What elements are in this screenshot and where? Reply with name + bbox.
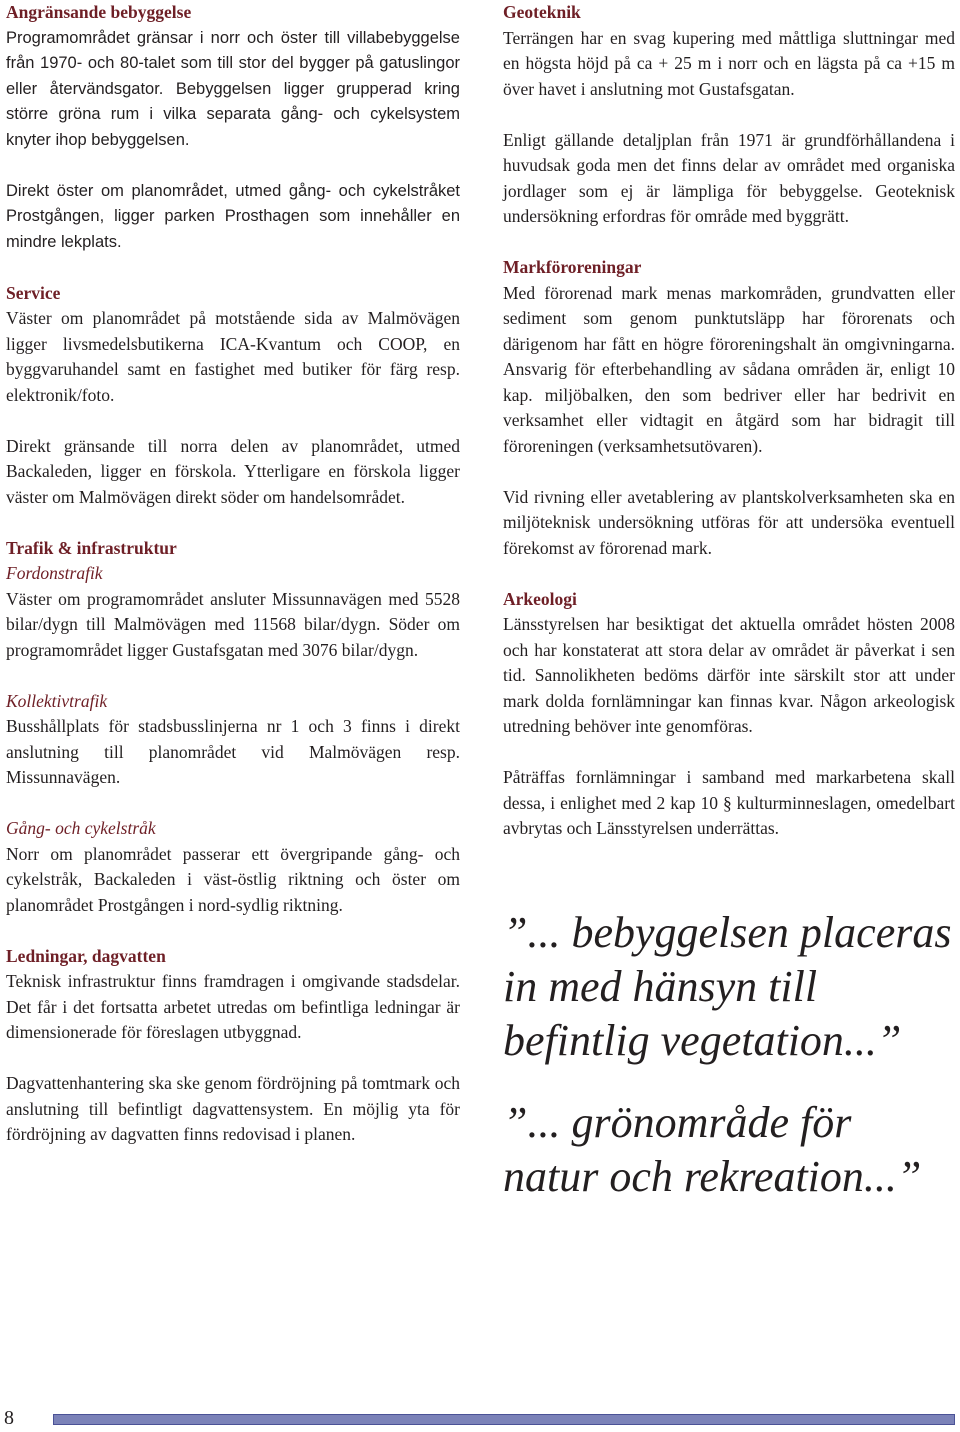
pull-quote-rekreation: ”... grönområde för natur och rekreation...” (503, 1097, 922, 1201)
paragraph-arkeologi-2: Påträffas fornlämningar i samband med markarbetena skall dessa, i enlighet med 2 kap 10 § kulturminneslagen, omedelbart avbrytas och Länsstyrelsen underrättas. (503, 767, 955, 838)
page-number: 8 (4, 1407, 14, 1429)
paragraph-fordonstrafik: Väster om programområdet ansluter Missunnavägen med 5528 bilar/dygn till Malmövägen med 11568 bilar/dygn. Söder om programområdet ligger Gustafsgatan med 3076 bilar/dygn. (6, 588, 460, 660)
heading-trafik: Trafik & infrastruktur (6, 537, 177, 558)
paragraph-geoteknik-2: Enligt gällande detaljplan från 1971 är grundförhållandena i huvudsak goda men det finns delar av området med organiska jordlager som ej är lämpliga för bebyggelse. Geoteknisk undersökning erfordras för område med byggrätt. (503, 129, 955, 226)
paragraph-ledningar-1: Teknisk infrastruktur finns framdragen i omgivande stadsdelar. Det får i det fortsatta arbetet utredas om befintliga ledningar är dimensionerade för föreslagen utbyggnad. (6, 971, 460, 1042)
subheading-fordonstrafik: Fordonstrafik (6, 563, 103, 583)
paragraph-markfororeningar-1: Med förorenad mark menas markområden, grundvatten eller sediment som genom punktutsläpp har förorenats och därigenom har fått en högre föroreningshalt än omgivningarna. Ansvarig för efterbehandling av sådana områden är, enligt 10 kap. miljöbalken, den som bedriver eller har bedrivit en verksamhet eller vidtagit en åtgärd som har bidragit till föroreningen (verksamhetsutövaren). (503, 282, 955, 456)
left-column (6, 0, 460, 1148)
paragraph-angransande-1: Programområdet gränsar i norr och öster till villabebyggelse från 1970- och 80-talet som till stor del bygger på gatuslingor eller återvändsgator. Bebyggelsen ligger grupperad kring större gröna rum i vilka separata gång- och cykelsystem knyter ihop bebyggelsen. (6, 28, 460, 149)
paragraph-markfororeningar-2: Vid rivning eller avetablering av plantskolverksamheten ska en miljöteknisk undersökning utföras för att undersöka eventuell förekomst av förorenad mark. (503, 486, 955, 558)
subheading-gang-cykelstrak: Gång- och cykelstråk (6, 818, 156, 838)
section-markfororeningar (503, 255, 955, 561)
pull-quote-vegetation: ”... bebyggelsen placeras in med hänsyn till befintlig vegetation...” (503, 907, 952, 1065)
heading-service: Service (6, 282, 61, 303)
subheading-kollektivtrafik: Kollektivtrafik (6, 690, 108, 711)
paragraph-service-2: Direkt gränsande till norra delen av planområdet, utmed Backaleden, ligger en förskola. Ytterligare en förskola ligger väster om Malmövägen direkt söder om handelsområdet. (6, 435, 460, 507)
paragraph-angransande-2: Direkt öster om planområdet, utmed gång- och cykelstråket Prostgången, ligger parken Prosthagen som innehåller en mindre lekplats. (6, 181, 460, 251)
heading-markfororeningar: Markföroreningar (503, 257, 642, 277)
section-arkeologi (503, 587, 955, 842)
section-ledningar (6, 944, 460, 1148)
right-column (503, 0, 955, 1204)
section-geoteknik (503, 0, 955, 230)
heading-angransande-bebyggelse: Angränsande bebyggelse (6, 2, 192, 22)
paragraph-gang-cykelstrak: Norr om planområdet passerar ett övergripande gång- och cykelstråk, Backaleden i väst-östlig riktning och öster om planområdet Prostgången i nord-sydlig riktning. (6, 843, 460, 915)
heading-ledningar: Ledningar, dagvatten (6, 945, 166, 966)
paragraph-kollektivtrafik: Busshållplats för stadsbusslinjerna nr 1 och 3 finns i direkt anslutning till planområdet vid Malmövägen resp. Missunnavägen. (6, 716, 460, 787)
paragraph-service-1: Väster om planområdet på motstående sida av Malmövägen ligger livsmedelsbutikerna ICA-Kvantum och COOP, en byggvaruhandel samt en fastighet med butiker för färg resp. elektronik/foto. (6, 308, 460, 405)
section-service (6, 281, 460, 511)
heading-arkeologi: Arkeologi (503, 588, 577, 609)
paragraph-arkeologi-1: Länsstyrelsen har besiktigat det aktuella området hösten 2008 och har konstaterat att stora delar av området är påverkat i sen tid. Sannolikheten bedöms därför inte särskilt stor att under mark dolda fornlämningar kan finnas kvar. Någon arkeologisk utredning behöver inte genomföras. (503, 614, 955, 736)
section-trafik (6, 536, 460, 919)
section-angransande-bebyggelse (6, 0, 460, 255)
footer-bar (53, 1414, 955, 1425)
heading-geoteknik: Geoteknik (503, 2, 581, 22)
paragraph-geoteknik-1: Terrängen har en svag kupering med måttliga sluttningar med en högsta höjd på ca + 25 m i norr och en lägsta på ca +15 m över havet i anslutning mot Gustafsgatan. (503, 27, 955, 99)
paragraph-ledningar-2: Dagvattenhantering ska ske genom fördröjning på tomtmark och anslutning till befintligt dagvattensystem. En möjlig yta för fördröjning av dagvatten finns redovisad i planen. (6, 1073, 460, 1144)
